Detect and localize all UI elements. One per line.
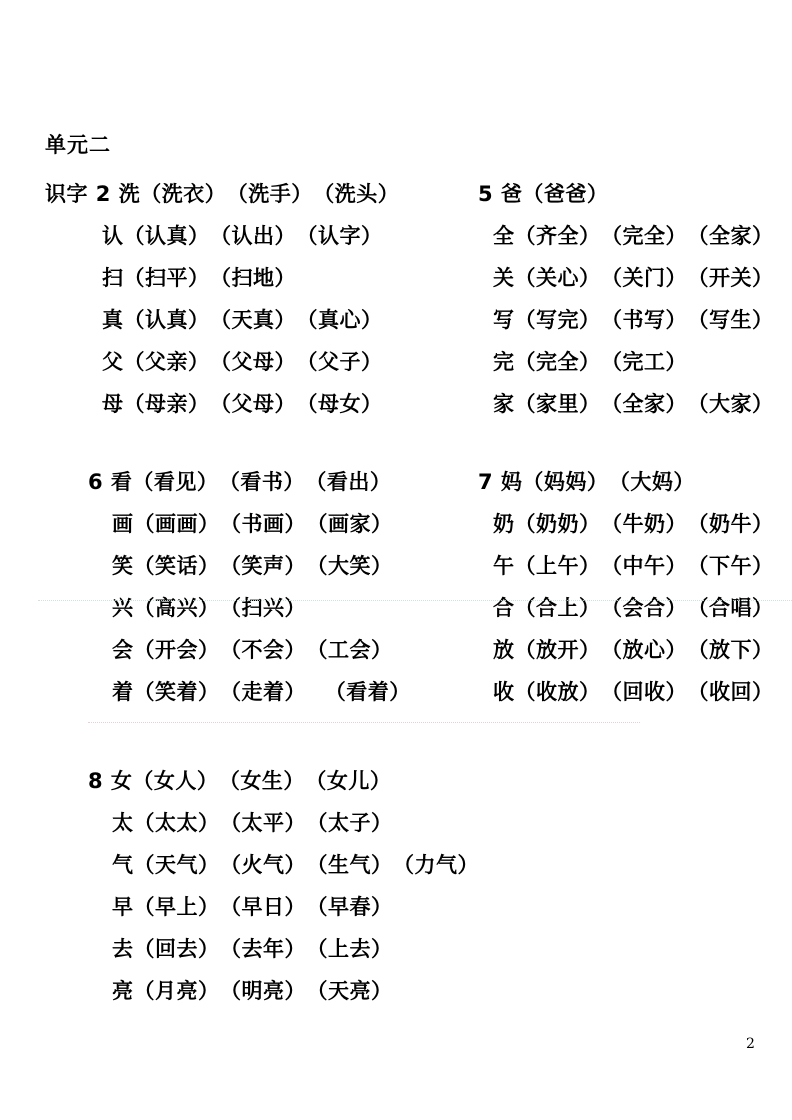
word-line: 8 女（女人） （女生） （女儿） bbox=[88, 769, 392, 793]
block-3-left-column bbox=[88, 770, 479, 1022]
scan-artifact-dotted-line bbox=[38, 600, 792, 601]
scan-artifact-dotted-line bbox=[88, 722, 640, 723]
word-line: 亮（月亮） （明亮） （天亮） bbox=[112, 979, 393, 1003]
word-line: 母（母亲） （父母） （母女） bbox=[102, 392, 383, 416]
word-line: 早（早上） （早日） （早春） bbox=[112, 895, 393, 919]
word-line: 着（笑着） （走着） （看着） bbox=[112, 680, 411, 704]
word-line: 家（家里） （全家） （大家） bbox=[493, 392, 774, 416]
word-line: 奶（奶奶） （牛奶） （奶牛） bbox=[493, 512, 774, 536]
word-line: 真（认真） （天真） （真心） bbox=[102, 308, 383, 332]
page-title: 单元二 bbox=[45, 133, 111, 157]
word-line: 画（画画） （书画） （画家） bbox=[112, 512, 393, 536]
word-line: 放（放开） （放心） （放下） bbox=[493, 638, 774, 662]
word-line: 认（认真） （认出） （认字） bbox=[102, 224, 383, 248]
block-1-left-column bbox=[45, 183, 399, 435]
word-line: 关（关心） （关门） （开关） bbox=[493, 266, 774, 290]
word-line: 午（上午） （中午） （下午） bbox=[493, 554, 774, 578]
word-line: 全（齐全） （完全） （全家） bbox=[493, 224, 774, 248]
word-line: 识字 2 洗（洗衣） （洗手） （洗头） bbox=[45, 182, 400, 206]
word-line: 兴（高兴） （扫兴） bbox=[112, 596, 306, 620]
word-line: 会（开会） （不会） （工会） bbox=[112, 638, 393, 662]
word-line: 合（合上） （会合） （合唱） bbox=[493, 596, 774, 620]
word-line: 完（完全） （完工） bbox=[493, 350, 687, 374]
word-line: 7 妈（妈妈） （大妈） bbox=[478, 470, 695, 494]
word-line: 收（收放） （回收） （收回） bbox=[493, 680, 774, 704]
word-line: 6 看（看见） （看书） （看出） bbox=[88, 470, 392, 494]
block-1-right-column bbox=[478, 183, 774, 435]
block-2-left-column bbox=[88, 471, 411, 723]
word-line: 写（写完） （书写） （写生） bbox=[493, 308, 774, 332]
word-line: 气（天气） （火气） （生气） （力气） bbox=[112, 853, 479, 877]
word-line: 笑（笑话） （笑声） （大笑） bbox=[112, 554, 393, 578]
word-line: 父（父亲） （父母） （父子） bbox=[102, 350, 383, 374]
word-line: 5 爸（爸爸） bbox=[478, 182, 609, 206]
word-line: 扫（扫平） （扫地） bbox=[102, 266, 296, 290]
block-2-right-column bbox=[478, 471, 774, 723]
page-number: 2 bbox=[746, 1036, 755, 1052]
word-line: 去（回去） （去年） （上去） bbox=[112, 937, 393, 961]
word-line: 太（太太） （太平） （太子） bbox=[112, 811, 393, 835]
